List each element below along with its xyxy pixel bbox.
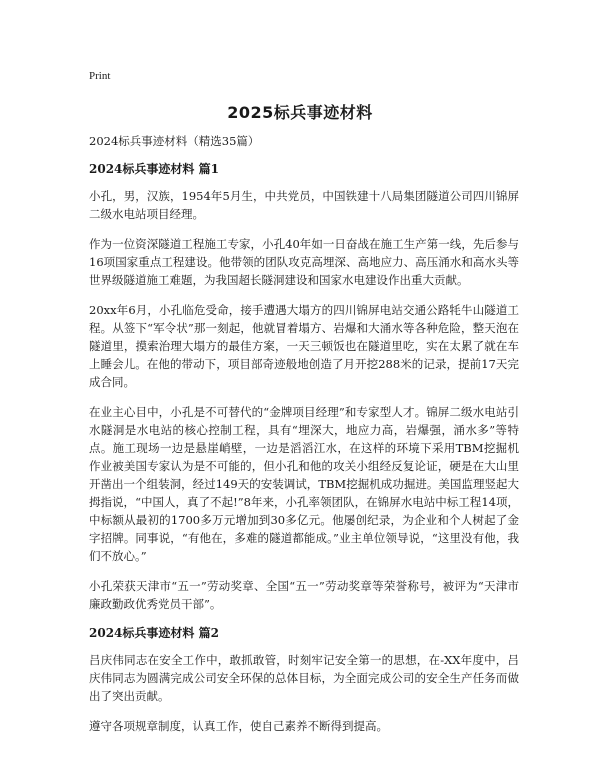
- print-link[interactable]: Print: [89, 70, 111, 82]
- page-title: 2025标兵事迹材料: [227, 103, 373, 122]
- paragraph: 吕庆伟同志在安全工作中，敢抓敢管，时刻牢记安全第一的思想，在-XX年度中，吕庆伟同志为圆满完成公司安全环保的总体目标，为全面完成公司的安全生产任务而做出了突出贡献。: [89, 653, 519, 703]
- paragraph: 小孔，男，汉族，1954年5月生，中共党员，中国铁建十八局集团隧道公司四川锦屏二级水电站项目经理。: [89, 189, 519, 221]
- section-heading-1: 2024标兵事迹材料 篇1: [89, 162, 219, 176]
- paragraph: 遵守各项规章制度，认真工作，使自己素养不断得到提高。: [89, 719, 388, 733]
- document-body: [89, 133, 519, 747]
- paragraph: 小孔荣获天津市“五一”劳动奖章、全国“五一”劳动奖章等荣誉称号，被评为“天津市廉政勤政优秀党员干部”。: [89, 579, 519, 611]
- paragraph: 在业主心目中，小孔是不可替代的“金牌项目经理”和专家型人才。锦屏二级水电站引水隧洞是水电站的核心控制工程，具有“埋深大，地应力高，岩爆强，涌水多”等特点。施工现场一边是悬崖峭壁，一边是滔滔江水，在这样的环境下采用TBM挖掘机作业被美国专家认为是不可能的，但小孔和他的攻关小组经反复论证，硬是在大山里开凿出一个组装洞，经过149天的安装调试，TBM挖掘机成功掘进。美国监理竖起大拇指说，“中国人，真了不起!”8年来，小孔率领团队，在锦屏水电站中标工程14项，中标额从最初的1700多万元增加到30多亿元。他屡创纪录，为企业和个人树起了金字招牌。同事说，“有他在，多难的隧道都能成。”业主单位领导说，“这里没有他，我们不放心。”: [89, 405, 519, 563]
- section-heading-2: 2024标兵事迹材料 篇2: [89, 626, 219, 640]
- paragraph: 20xx年6月，小孔临危受命，接手遭遇大塌方的四川锦屏电站交通公路牦牛山隧道工程。从签下“军令状”那一刻起，他就冒着塌方、岩爆和大涌水等各种危险，整天泡在隧道里，摸索治理大塌方的最佳方案，一天三顿饭也在隧道里吃，实在太累了就在车上睡会儿。在他的带动下，项目部奇迹般地创造了月开挖288米的记录，提前17天完成合同。: [89, 303, 519, 389]
- document-subtitle: 2024标兵事迹材料（精选35篇）: [89, 134, 260, 148]
- paragraph: 作为一位资深隧道工程施工专家，小孔40年如一日奋战在施工生产第一线，先后参与16项国家重点工程建设。他带领的团队攻克高埋深、高地应力、高压涌水和高水头等世界级隧道施工难题，为我国超长隧洞建设和国家水电建设作出重大贡献。: [89, 237, 519, 287]
